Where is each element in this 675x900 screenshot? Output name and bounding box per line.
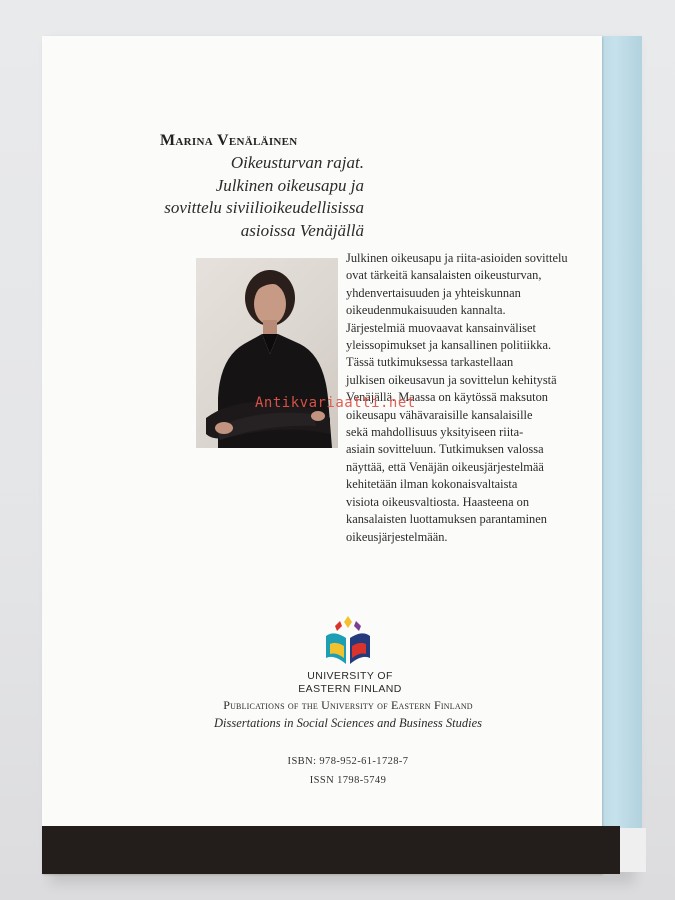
description-line: kehitetään ilman kokonaisvaltaista	[346, 477, 518, 492]
university-name-line: UNIVERSITY OF	[307, 670, 393, 682]
university-logo-icon	[322, 614, 374, 666]
description-line: Julkinen oikeusapu ja riita-asioiden sovittelu	[346, 251, 568, 265]
description-line: sekä mahdollisuus yksityiseen riita-	[346, 425, 524, 440]
book-title	[130, 152, 364, 242]
title-line: asioissa Venäjällä	[240, 220, 364, 240]
bottom-band	[42, 826, 620, 874]
description-line: oikeusapu vähävaraisille kansalaisille	[346, 407, 533, 422]
isbn-text: ISBN: 978-952-61-1728-7	[287, 756, 409, 767]
watermark: Antikvariaatti.net	[255, 395, 416, 411]
description-line: Venäjällä. Maassa on käytössä maksuton	[346, 390, 548, 405]
issn-text: ISSN 1798-5749	[309, 775, 387, 786]
series-line: Dissertations in Social Sciences and Business Studies	[213, 716, 483, 730]
description-line: oikeudenmukaisuuden kannalta.	[346, 303, 506, 318]
description-line: oikeusjärjestelmään.	[346, 529, 448, 544]
description-line: julkisen oikeusavun ja sovittelun kehitystä	[346, 372, 557, 387]
title-line: sovittelu siviilioikeudellisissa	[164, 198, 364, 217]
university-name	[270, 670, 430, 696]
author-photo	[196, 258, 338, 448]
book-spine	[596, 36, 642, 828]
description-line: Tässä tutkimuksessa tarkastellaan	[346, 355, 514, 370]
description-line: yleissopimukset ja kansallinen politiikka.	[346, 338, 552, 353]
author-portrait-illustration	[196, 258, 338, 448]
description-line: Järjestelmiä muovaavat kansainväliset	[346, 320, 536, 335]
description-line: ovat tärkeitä kansalaisten oikeusturvan,	[346, 268, 542, 283]
university-name-line: EASTERN FINLAND	[298, 683, 402, 695]
description-line: yhdenvertaisuuden ja yhteiskunnan	[346, 285, 521, 300]
description-line: näyttää, että Venäjän oikeusjärjestelmää	[346, 459, 544, 474]
title-line: Julkinen oikeusapu ja	[215, 175, 364, 195]
publications-line: Publications of the University of Eastern Finland	[223, 698, 473, 712]
title-line: Oikeusturvan rajat.	[230, 153, 364, 172]
description-line: asiain sovitteluun. Tutkimuksen valossa	[346, 442, 544, 457]
description-line: visiota oikeusvaltiosta. Haasteena on	[346, 494, 530, 509]
description-line: kansalaisten luottamuksen parantaminen	[346, 512, 547, 527]
author-name: Marina Venäläinen	[160, 132, 298, 149]
